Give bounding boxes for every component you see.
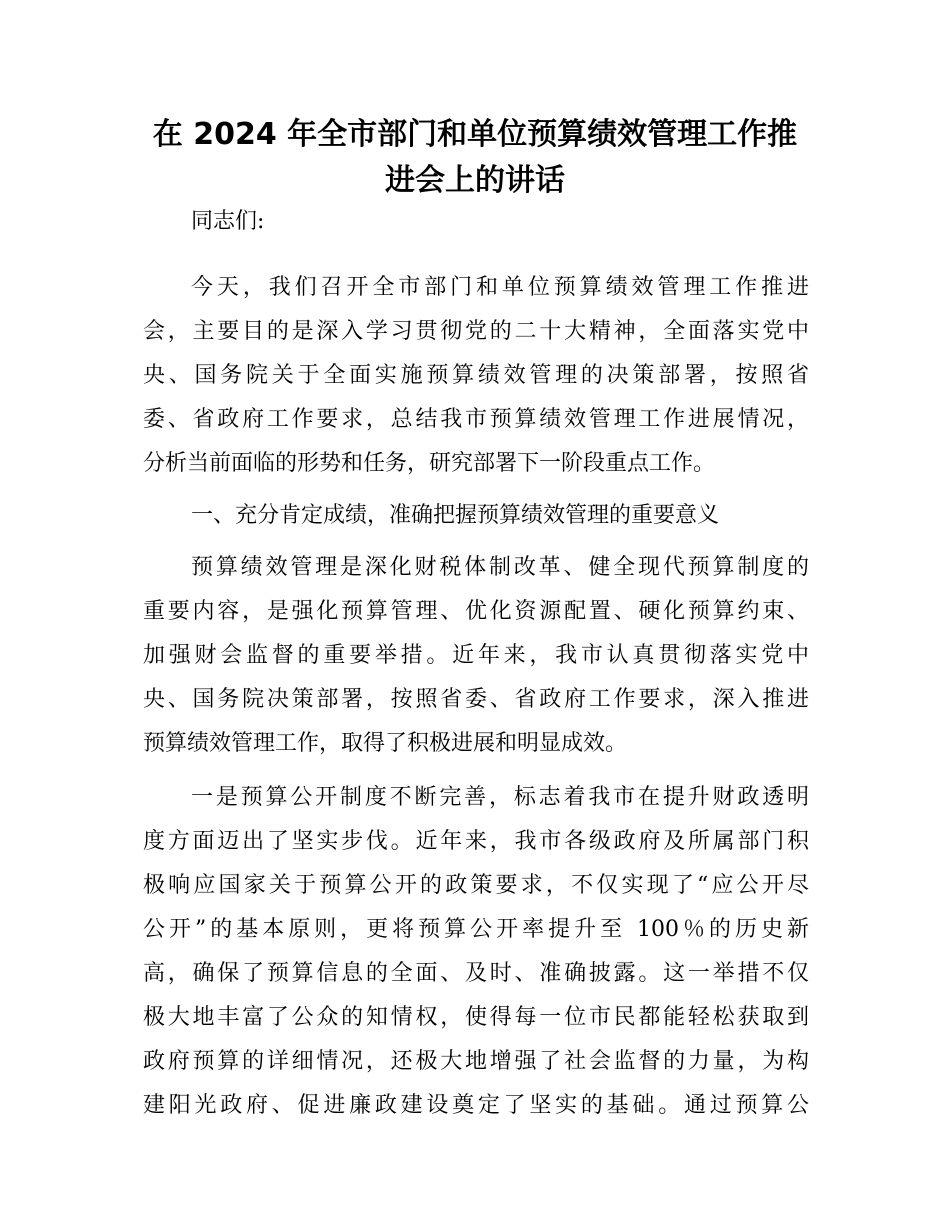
paragraph-3-line: 极响应国家关于预算公开的政策要求，不仅实现了“应公开尽 [143,873,809,898]
paragraph-2-line: 预算绩效管理工作，取得了积极进展和明显成效。 [143,731,628,756]
paragraph-3-line: 一是预算公开制度不断完善，标志着我市在提升财政透明 [191,785,809,810]
paragraph-2-line: 重要内容，是强化预算管理、优化资源配置、硬化预算约束、 [143,599,809,624]
document-title-line-2: 进会上的讲话 [385,163,565,198]
paragraph-1-line: 委、省政府工作要求，总结我市预算绩效管理工作进展情况， [143,407,809,432]
paragraph-3-line: 政府预算的详细情况，还极大地增强了社会监督的力量，为构 [143,1049,809,1074]
paragraph-2-line: 加强财会监督的重要举措。近年来，我市认真贯彻落实党中 [143,643,809,668]
paragraph-1-line: 分析当前面临的形势和任务，研究部署下一阶段重点工作。 [143,451,716,476]
paragraph-3-line: 公开”的基本原则，更将预算公开率提升至 100％的历史新 [143,917,809,942]
paragraph-3-line: 建阳光政府、促进廉政建设奠定了坚实的基础。通过预算公 [143,1093,809,1118]
document-title-line-1: 在 2024 年全市部门和单位预算绩效管理工作推 [152,117,798,152]
greeting: 同志们: [191,209,265,234]
paragraph-3-line: 度方面迈出了坚实步伐。近年来，我市各级政府及所属部门积 [143,829,809,854]
section-heading-1: 一、充分肯定成绩，准确把握预算绩效管理的重要意义 [191,503,720,528]
paragraph-1-line: 会，主要目的是深入学习贯彻党的二十大精神，全面落实党中 [143,319,809,344]
paragraph-2-line: 央、国务院决策部署，按照省委、省政府工作要求，深入推进 [143,687,809,712]
paragraph-1-line: 今天，我们召开全市部门和单位预算绩效管理工作推进 [191,275,809,300]
paragraph-2-line: 预算绩效管理是深化财税体制改革、健全现代预算制度的 [191,555,809,580]
paragraph-3-line: 高，确保了预算信息的全面、及时、准确披露。这一举措不仅 [143,961,809,986]
paragraph-1-line: 央、国务院关于全面实施预算绩效管理的决策部署，按照省 [143,363,809,388]
paragraph-3-line: 极大地丰富了公众的知情权，使得每一位市民都能轻松获取到 [143,1005,809,1030]
